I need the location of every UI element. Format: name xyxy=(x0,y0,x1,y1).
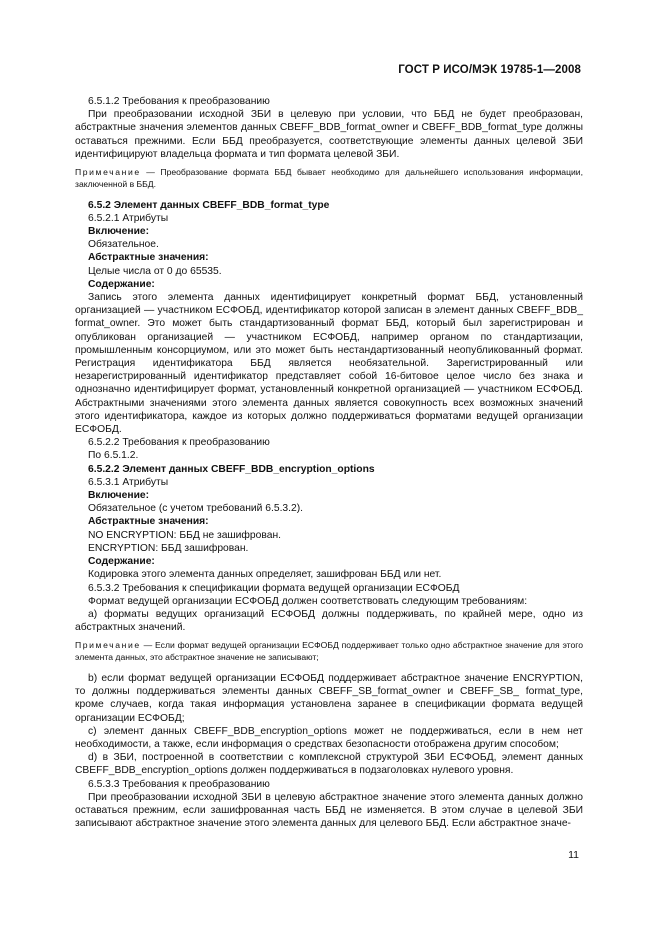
heading-6-5-2-2: 6.5.2.2 Требования к преобразованию xyxy=(88,437,270,449)
list-item-c: c) элемент данных CBEFF_BDB_encryption_options может не поддерживаться, если в нем нет необходимости, а также, если информация о средствах безопасности отображена другим способом; xyxy=(75,725,583,750)
heading-6-5-2: 6.5.2 Элемент данных CBEFF_BDB_format_type xyxy=(88,199,330,211)
paragraph: Кодировка этого элемента данных определяет, зашифрован ББД или нет. xyxy=(88,569,442,581)
paragraph: Формат ведущей организации ЕСФОБД должен соответствовать следующим требованиям: xyxy=(88,595,528,607)
note-text: — Преобразование формата ББД бывает необходимо для дальнейшего использования информации, заключенной в ББД. xyxy=(75,167,583,189)
paragraph: При преобразовании исходной ЗБИ в целевую при условии, что ББД не будет преобразован, абстрактные значения элементов данных CBEFF_BDB_format_owner и CBEFF_BDB_format_type должны оставаться прежними. Если ББД преобразуется, соответствующие элементы данных целевой ЗБИ идентифицируют владельца формата и тип формата целевой ЗБИ. xyxy=(75,109,583,160)
heading-6-5-3-3: 6.5.3.3 Требования к преобразованию xyxy=(88,778,270,790)
note-text: — Если формат ведущей организации ЕСФОБД поддерживает только одно абстрактное значение для этого элемента данных, это абстрактное значение не записывают; xyxy=(75,640,583,663)
value-inclusion: Обязательное (с учетом требований 6.5.3.2). xyxy=(88,503,304,515)
paragraph: При преобразовании исходной ЗБИ в целевую абстрактное значение этого элемента данных должно оставаться прежним, если зашифрованная часть ББД не изменяется. В этом случае в целевой ЗБИ записывают абстрактное значение этого элемента данных для целевого ББД. Если абстрактное значе- xyxy=(75,791,583,830)
value-inclusion: Обязательное. xyxy=(88,239,159,251)
list-item-a: a) форматы ведущих организаций ЕСФОБД должны поддерживать, по крайней мере, одно из абстрактных значений. xyxy=(75,608,583,634)
label-inclusion: Включение: xyxy=(88,490,150,502)
heading-6-5-3-2: 6.5.3.2 Требования к спецификации формата ведущей организации ЕСФОБД xyxy=(88,582,460,594)
heading-6-5-3-1: 6.5.3.1 Атрибуты xyxy=(88,476,169,488)
list-item-d: d) в ЗБИ, построенной в соответствии с комплексной структурой ЗБИ ЕСФОБД, элемент данных CBEFF_BDB_encryption_options должен поддерживаться в подзаголовках нулевого уровня. xyxy=(75,752,583,777)
label-abstract-values: Абстрактные значения: xyxy=(88,516,209,528)
heading-encryption-options: 6.5.2.2 Элемент данных CBEFF_BDB_encryption_options xyxy=(88,463,375,475)
note-label: Примечание xyxy=(75,167,141,178)
list-item-b: b) если формат ведущей организации ЕСФОБД поддерживает абстрактное значение ENCRYPTION, то должны поддерживаться элементы данных CBEFF_SB_format_owner и CBEFF_SB_ format_type, кроме случаев, когда такая информация установлена заранее в спецификации формата ведущей организации ЕСФОБД; xyxy=(75,672,583,724)
label-content: Содержание: xyxy=(88,278,155,290)
paragraph: Запись этого элемента данных идентифицирует конкретный формат ББД, установленный организацией — участником ЕСФОБД, идентификатор которой записан в элемент данных CBEFF_BDB_ format_owner. Это может быть стандартизованный формат ББД, который был зарегистрирован и опубликован организацией — участником ЕСФОБД, например органом по стандартизации, промышленным консорциумом, или это может быть нестандартизованный неопубликованный формат. Регистрация идентификатора ББД является необязательной. Зарегистрированный или незарегистрированный идентификатор представляет собой 16-битовое целое число без знака и однозначно идентифицирует формат, установленный конкретной организацией — участником ЕСФОБД. Абстрактными значениями этого элемента данных является совокупность всех возможных значений этого идентификатора, каждое из которых должно поддерживаться форматами ведущей организации ЕСФОБД. xyxy=(75,292,583,436)
document-body xyxy=(75,95,583,830)
note xyxy=(75,167,583,191)
label-abstract-values: Абстрактные значения: xyxy=(88,252,209,264)
heading-6-5-1-2: 6.5.1.2 Требования к преобразованию xyxy=(88,96,270,107)
note-label: Примечание xyxy=(75,640,141,651)
paragraph: По 6.5.1.2. xyxy=(88,450,139,462)
page-number: 11 xyxy=(568,849,579,861)
heading-6-5-2-1: 6.5.2.1 Атрибуты xyxy=(88,212,169,224)
value-encryption: ENCRYPTION: ББД зашифрован. xyxy=(88,542,249,554)
page-header-doc-id: ГОСТ Р ИСО/МЭК 19785-1—2008 xyxy=(398,64,581,76)
note xyxy=(75,640,583,664)
value-abstract-values: Целые числа от 0 до 65535. xyxy=(88,265,222,277)
value-no-encryption: NO ENCRYPTION: ББД не зашифрован. xyxy=(88,529,281,541)
label-inclusion: Включение: xyxy=(88,226,150,238)
label-content: Содержание: xyxy=(88,556,155,568)
